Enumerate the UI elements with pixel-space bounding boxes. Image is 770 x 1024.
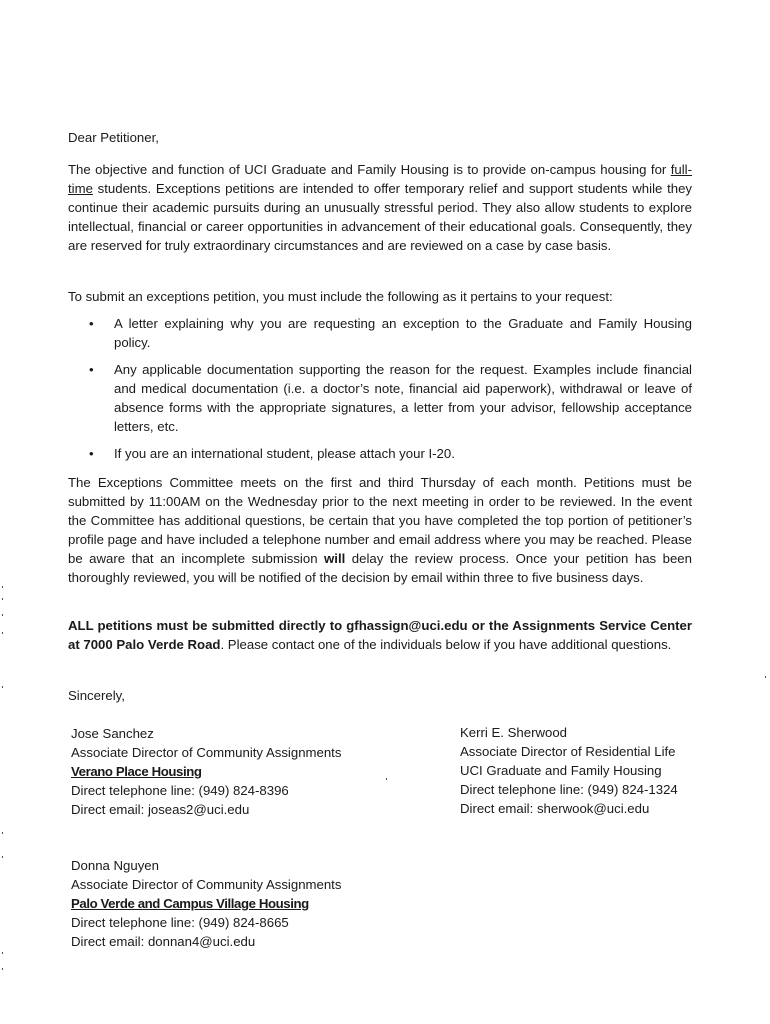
full-time-underlined: full-time <box>68 162 692 196</box>
contact-phone: Direct telephone line: (949) 824-8665 <box>71 915 289 930</box>
scan-speck <box>2 632 3 634</box>
contact-name: Jose Sanchez <box>71 726 154 741</box>
paragraph-committee <box>68 473 692 587</box>
bullet-icon: • <box>89 446 94 461</box>
scan-speck <box>2 856 3 858</box>
contact-title: Associate Director of Community Assignments <box>71 745 342 760</box>
contact-block-jose-sanchez <box>71 724 341 819</box>
contact-title: Associate Director of Community Assignments <box>71 877 342 892</box>
contact-name: Donna Nguyen <box>71 858 159 873</box>
scan-speck <box>386 778 387 780</box>
list-item <box>68 444 692 463</box>
scan-speck <box>765 676 766 678</box>
list-item-text: Any applicable documentation supporting the reason for the request. Examples include financial and medical documentation (i.e. a doctor’s note, financial aid paperwork), withdrawal or leave of absence forms with the appropriate signatures, a letter from your advisor, fellowship acceptance letters, etc. <box>114 362 692 434</box>
scan-speck <box>2 686 3 688</box>
contact-name: Kerri E. Sherwood <box>460 725 568 740</box>
contact-block-kerri-sherwood <box>460 723 678 818</box>
bullet-icon: • <box>89 316 94 331</box>
salutation: Dear Petitioner, <box>68 130 159 145</box>
scan-speck <box>2 832 3 834</box>
contact-email: Direct email: joseas2@uci.edu <box>71 802 250 817</box>
list-item <box>68 360 692 436</box>
paragraph-committee-start: The Exceptions Committee meets on the first and third Thursday of each month. Petitions must be submitted by 11:00AM on the Wednesday prior to the next meeting in order to be reviewed. In the event the Committee has additional questions, be certain that you have completed the top portion of petitioner’s profile page and have included a telephone number and email address where you may be reached. Please be aware that an incomplete submission <box>68 475 692 566</box>
paragraph-submission <box>68 616 692 654</box>
bullet-icon: • <box>89 362 94 377</box>
list-item-text: If you are an international student, please attach your I-20. <box>114 446 455 461</box>
paragraph-committee-end: delay the review process. Once your petition has been thoroughly reviewed, you will be notified of the decision by email within three to five business days. <box>68 551 692 585</box>
contact-unit: UCI Graduate and Family Housing <box>460 763 662 778</box>
scan-speck <box>2 598 3 600</box>
contact-phone: Direct telephone line: (949) 824-1324 <box>460 782 678 797</box>
paragraph-objective-start: The objective and function of UCI Graduate and Family Housing is to provide on-campus housing for <box>68 162 671 177</box>
scan-speck <box>2 968 3 970</box>
requirements-list <box>68 314 692 471</box>
submission-instructions-bold: ALL petitions must be submitted directly to gfhassign@uci.edu or the Assignments Service Center at 7000 Palo Verde Road <box>68 618 692 652</box>
scan-speck <box>2 952 3 954</box>
submission-instructions-end: . Please contact one of the individuals below if you have additional questions. <box>220 637 672 652</box>
paragraph-requirements-intro: To submit an exceptions petition, you must include the following as it pertains to your request: <box>68 289 613 304</box>
scan-speck <box>2 614 3 616</box>
paragraph-objective <box>68 160 692 255</box>
contact-unit: Palo Verde and Campus Village Housing <box>71 896 309 911</box>
contact-email: Direct email: sherwook@uci.edu <box>460 801 650 816</box>
paragraph-objective-end: students. Exceptions petitions are intended to offer temporary relief and support students while they continue their academic pursuits during an unusually stressful period. They also allow students to explore intellectual, financial or career opportunities in advancement of their educational goals. Consequently, they are reserved for truly extraordinary circumstances and are reviewed on a case by case basis. <box>68 181 692 253</box>
contact-unit: Verano Place Housing <box>71 764 202 779</box>
scan-speck <box>2 586 3 588</box>
contact-email: Direct email: donnan4@uci.edu <box>71 934 256 949</box>
contact-phone: Direct telephone line: (949) 824-8396 <box>71 783 289 798</box>
closing: Sincerely, <box>68 688 125 703</box>
list-item <box>68 314 692 352</box>
list-item-text: A letter explaining why you are requesting an exception to the Graduate and Family Housing policy. <box>114 316 692 350</box>
will-bold: will <box>324 551 346 566</box>
contact-title: Associate Director of Residential Life <box>460 744 676 759</box>
contact-block-donna-nguyen <box>71 856 341 951</box>
